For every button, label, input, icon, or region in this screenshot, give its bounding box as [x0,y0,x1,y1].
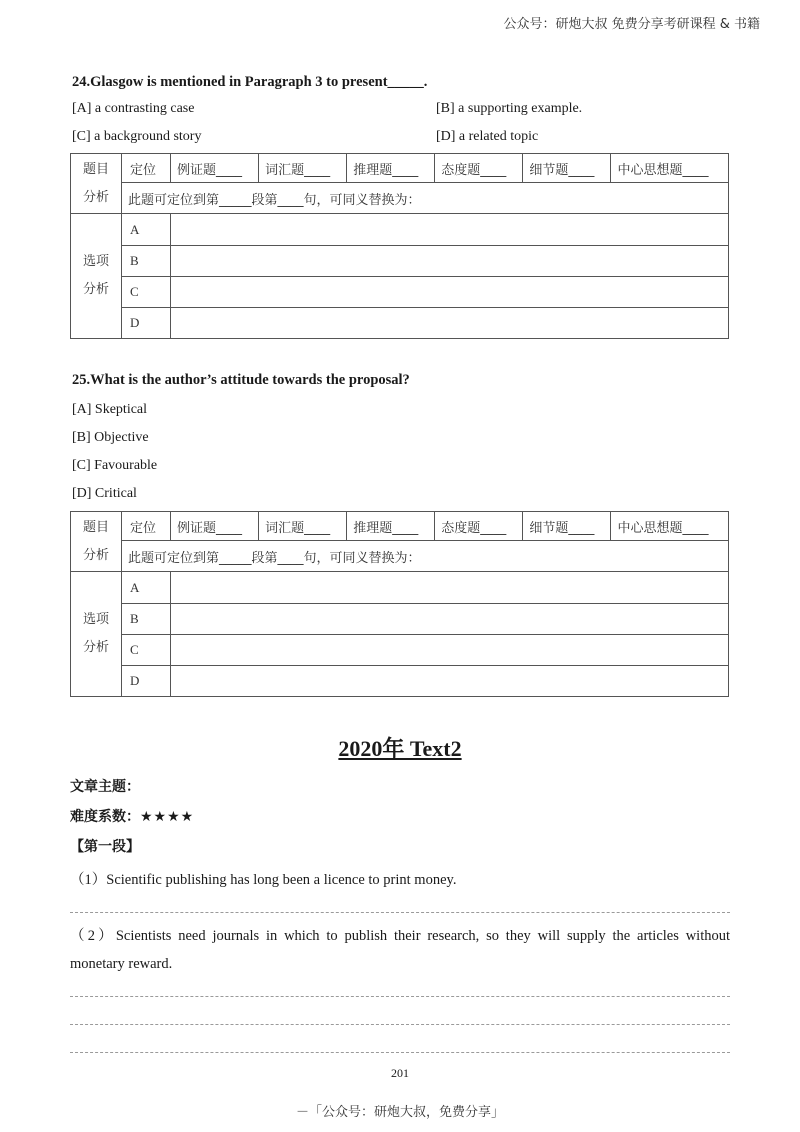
difficulty-label: 难度系数： [70,809,140,825]
header-note: 公众号：研炮大叔 免费分享考研课程 & 书籍 [503,17,760,32]
topic-analysis-label: 题目 分析 [71,154,122,214]
option-row-b-answer [171,604,729,635]
options-analysis-label: 选项 分析 [71,214,122,339]
position-cell: 定位 [122,154,171,183]
option-row-d-answer [171,308,729,339]
option-row-a-answer [171,572,729,604]
locate-text: 此题可定位到第_____段第____句，可同义替换为： [122,541,729,572]
topic-analysis-label: 题目 分析 [71,512,122,572]
question-25-option-a: [A] Skeptical [72,402,148,417]
question-24-option-b: [B] a supporting example. [436,101,583,116]
question-25-option-c: [C] Favourable [72,458,158,473]
topic-label: 文章主题： [70,779,140,795]
type-example: 例证题____ [171,154,259,183]
type-main-idea: 中心思想题____ [611,512,729,541]
type-vocab: 词汇题____ [259,154,347,183]
option-row-b-letter: B [122,246,171,277]
paragraph-label: 【第一段】 [70,839,140,855]
type-vocab: 词汇题____ [259,512,347,541]
options-analysis-label: 选项 分析 [71,572,122,697]
option-row-d-answer [171,666,729,697]
option-row-b-letter: B [122,604,171,635]
question-25-option-d: [D] Critical [72,486,137,501]
question-25-option-b: [B] Objective [72,430,149,445]
question-24-title: 24.Glasgow is mentioned in Paragraph 3 to present_____. [72,74,428,90]
option-row-a-letter: A [122,572,171,604]
option-row-a-letter: A [122,214,171,246]
section-title: 2020年 Text2 [338,736,462,761]
sentence-2: （2）Scientists need journals in which to publish their research, so they will supply the articles without monetary reward. [70,928,730,972]
type-inference: 推理题____ [347,512,435,541]
question-24-option-a: [A] a contrasting case [72,101,195,116]
type-detail: 细节题____ [523,154,611,183]
sentence-1: （1）Scientific publishing has long been a licence to print money. [70,872,457,888]
analysis-table-25 [70,511,729,697]
question-24-option-c: [C] a background story [72,129,202,144]
locate-text: 此题可定位到第_____段第____句，可同义替换为： [122,183,729,214]
option-row-c-letter: C [122,277,171,308]
option-row-c-letter: C [122,635,171,666]
option-row-c-answer [171,635,729,666]
question-25-title: 25.What is the author’s attitude towards the proposal? [72,372,410,388]
footer-note: －「公众号：研炮大叔，免费分享」 [295,1105,504,1120]
page-number: 201 [391,1066,409,1080]
answer-line [70,1052,730,1053]
type-detail: 细节题____ [523,512,611,541]
difficulty-row [70,806,194,826]
analysis-table-24 [70,153,729,339]
answer-line [70,912,730,913]
type-attitude: 态度题____ [435,512,523,541]
option-row-a-answer [171,214,729,246]
option-row-b-answer [171,246,729,277]
option-row-c-answer [171,277,729,308]
answer-line [70,996,730,997]
type-inference: 推理题____ [347,154,435,183]
position-cell: 定位 [122,512,171,541]
type-example: 例证题____ [171,512,259,541]
type-main-idea: 中心思想题____ [611,154,729,183]
answer-line [70,1024,730,1025]
option-row-d-letter: D [122,666,171,697]
question-24-option-d: [D] a related topic [436,129,539,144]
difficulty-stars: ★★★★ [140,809,195,825]
option-row-d-letter: D [122,308,171,339]
type-attitude: 态度题____ [435,154,523,183]
